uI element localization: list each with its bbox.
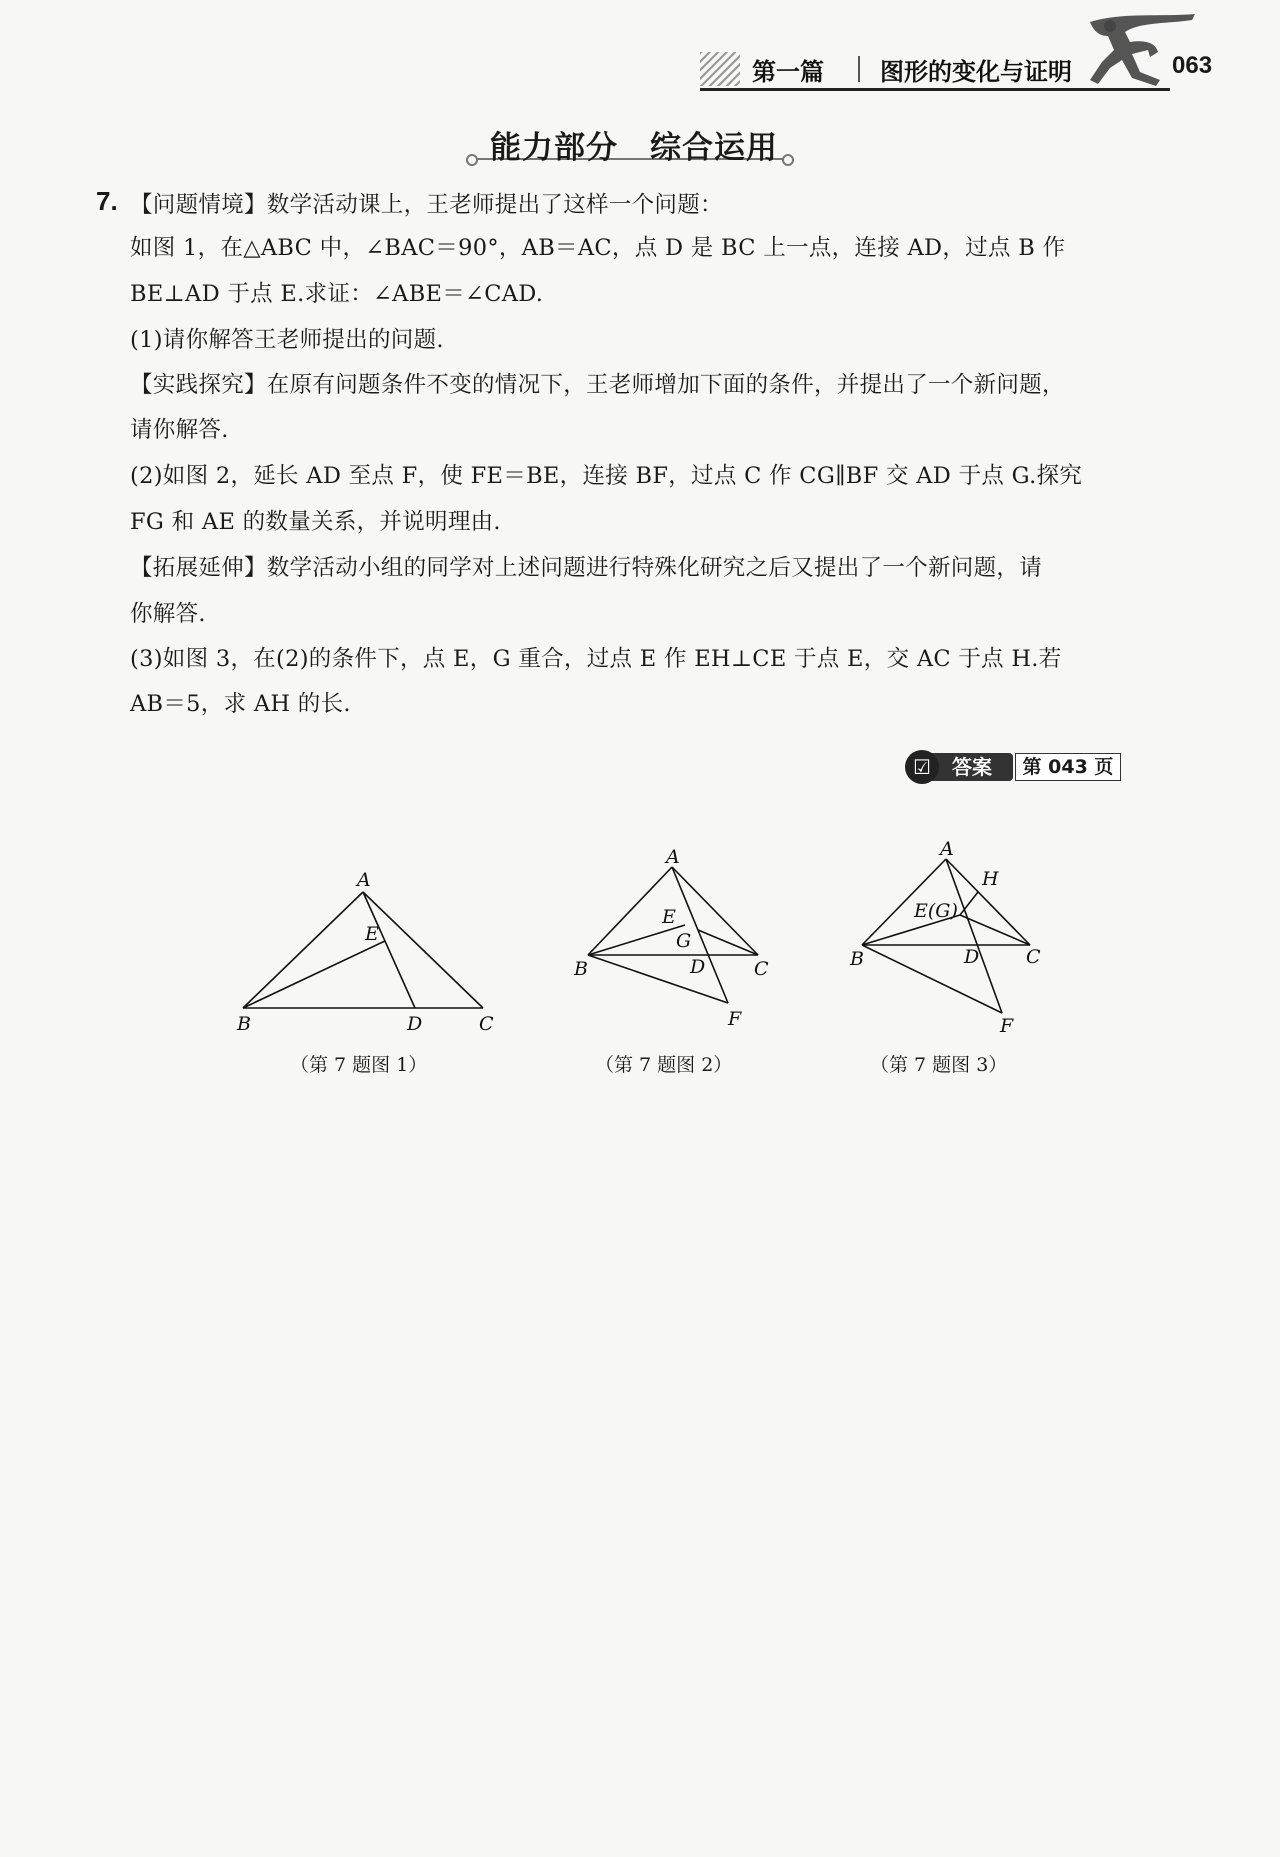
label-c: C (479, 1013, 494, 1035)
label-e: E (662, 906, 676, 928)
label-g: G (676, 930, 692, 952)
segment-bf (588, 955, 728, 1003)
figure-3 (840, 835, 1070, 1035)
answer-reference-badge[interactable] (905, 750, 1123, 784)
question-line: 【实践探究】在原有问题条件不变的情况下，王老师增加下面的条件，并提出了一个新问题， (130, 372, 1065, 398)
question-line: 如图 1，在△ABC 中，∠BAC＝90°，AB＝AC，点 D 是 BC 上一点，连接 AD，过点 B 作 (130, 235, 1066, 261)
underline-dot-left (466, 154, 478, 166)
figure-1-caption: （第 7 题图 1） (290, 1054, 428, 1076)
chapter-title: 图形的变化与证明 (880, 58, 1072, 86)
label-h: H (982, 868, 999, 890)
question-line: 【拓展延伸】数学活动小组的同学对上述问题进行特殊化研究之后又提出了一个新问题，请 (130, 555, 1043, 581)
label-d: D (690, 956, 706, 978)
page-number: 063 (1172, 52, 1213, 79)
question-line: (3)如图 3，在(2)的条件下，点 E，G 重合，过点 E 作 EH⊥CE 于点 E，交 AC 于点 H.若 (130, 646, 1062, 672)
label-f: F (1000, 1015, 1014, 1035)
segment-ac (363, 892, 483, 1008)
label-b: B (237, 1013, 251, 1035)
question-line: (2)如图 2，延长 AD 至点 F，使 FE＝BE，连接 BF，过点 C 作 CG∥BF 交 AD 于点 G.探究 (130, 463, 1083, 489)
label-e: E (365, 923, 379, 945)
label-a: A (357, 869, 371, 891)
label-d: D (964, 946, 980, 968)
label-b: B (574, 958, 588, 980)
segment-ab (243, 892, 363, 1008)
label-c: C (754, 958, 769, 980)
figure-3-caption: （第 7 题图 3） (870, 1054, 1008, 1076)
question-line: 【问题情境】数学活动课上，王老师提出了这样一个问题： (130, 192, 723, 218)
segment-ad (363, 892, 415, 1008)
figure-2-caption: （第 7 题图 2） (595, 1054, 733, 1076)
segment-be (243, 941, 385, 1008)
question-line: 请你解答. (130, 417, 229, 443)
label-a: A (666, 846, 680, 868)
label-c: C (1026, 946, 1041, 968)
question-line: FG 和 AE 的数量关系，并说明理由. (130, 509, 501, 535)
label-f: F (728, 1008, 742, 1030)
question-line: (1)请你解答王老师提出的问题. (130, 327, 444, 353)
question-number: 7. (96, 186, 118, 216)
label-b: B (850, 948, 864, 970)
question-line: AB＝5，求 AH 的长. (130, 691, 351, 717)
part-title: 第一篇 (752, 58, 824, 86)
answer-page-ref: 第 043 页 (1015, 753, 1121, 781)
segment-ce (960, 915, 1030, 945)
header-hatch-decoration (700, 52, 740, 86)
question-line: BE⊥AD 于点 E.求证：∠ABE＝∠CAD. (130, 281, 544, 307)
underline-dot-right (782, 154, 794, 166)
label-d: D (407, 1013, 423, 1035)
question-line: 你解答. (130, 601, 206, 627)
figure-1 (225, 860, 505, 1040)
label-eg: E(G) (914, 900, 958, 922)
header-separator (858, 56, 860, 82)
figure-2 (560, 835, 790, 1035)
check-icon: ☑ (905, 750, 939, 784)
section-title: 能力部分 综合运用 (490, 130, 778, 166)
answer-label: 答案 (931, 753, 1013, 781)
label-a: A (940, 838, 954, 860)
